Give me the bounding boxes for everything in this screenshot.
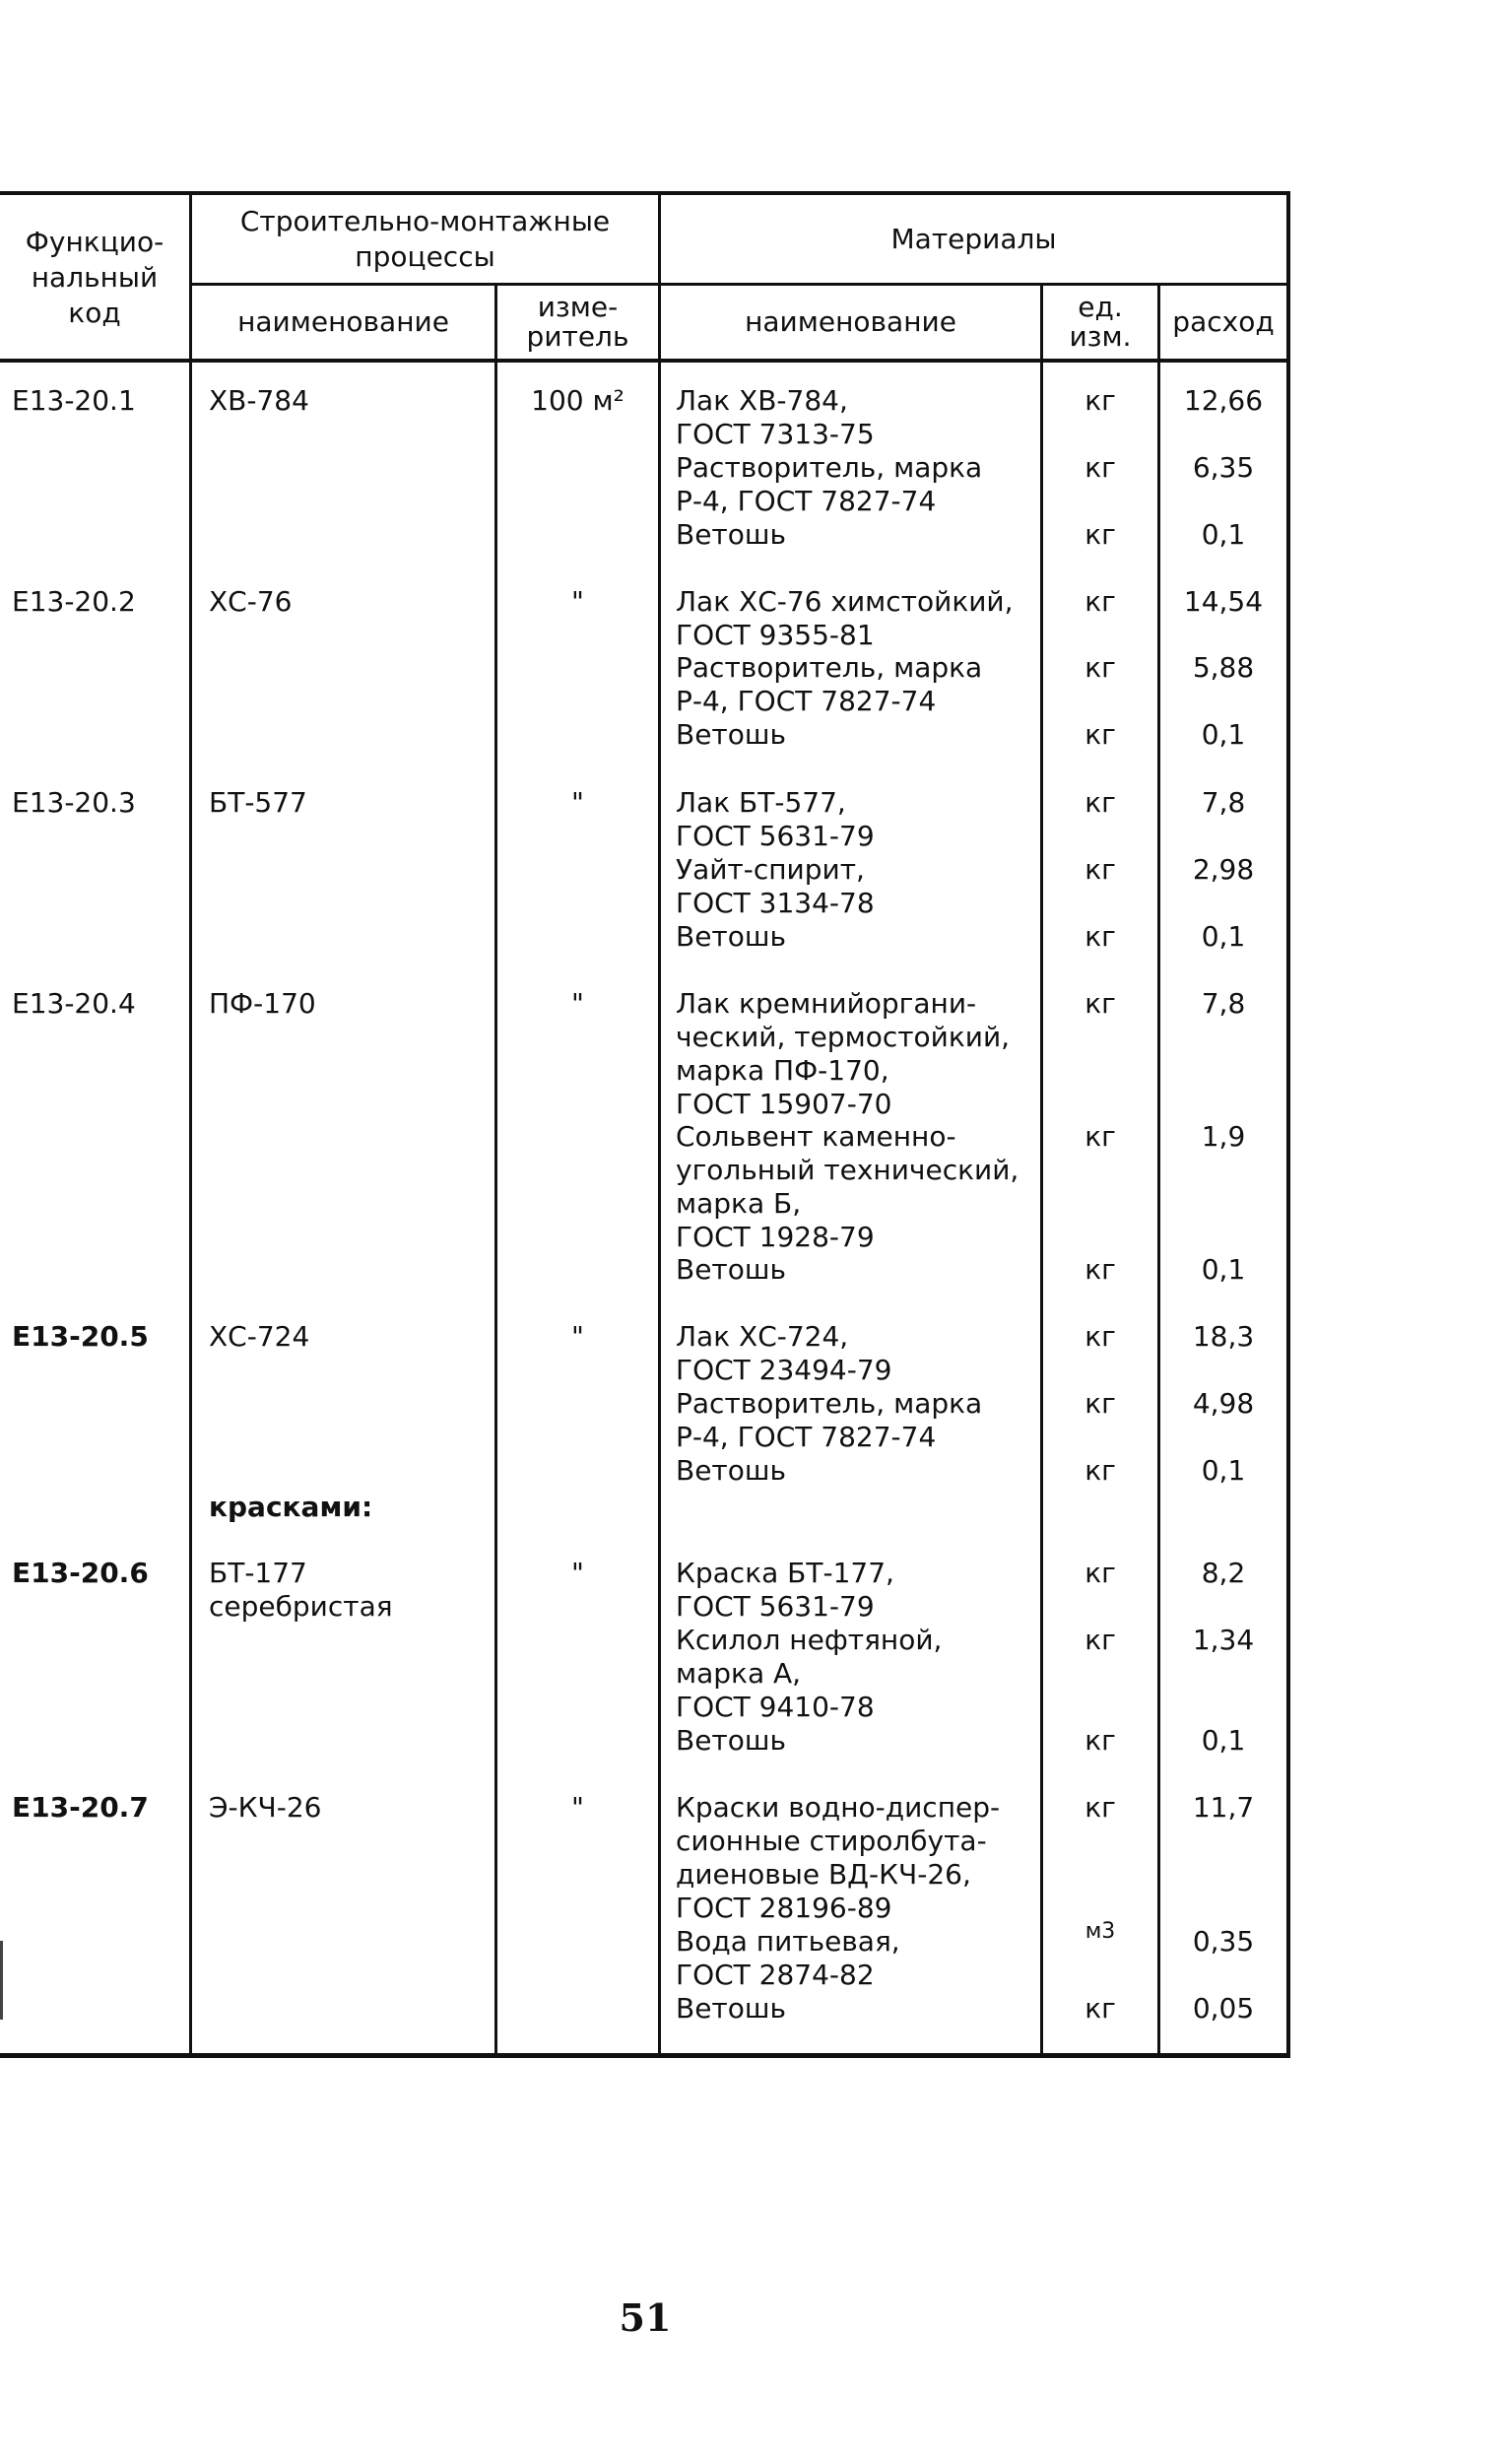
material-unit: кг (1085, 651, 1116, 684)
material-name: Лак ХС-76 химстойкий, ГОСТ 9355-81 (676, 585, 1014, 651)
material-rate: 11,7 (1192, 1791, 1255, 1824)
header-mat-rate: расход (1172, 305, 1275, 338)
material-rate: 1,9 (1201, 1120, 1246, 1153)
material-rate: 0,1 (1201, 1454, 1246, 1487)
material-name: Растворитель, марка Р-4, ГОСТ 7827-74 (676, 1387, 983, 1453)
material-unit: кг (1085, 518, 1116, 551)
material-rate: 14,54 (1183, 585, 1264, 618)
section-heading: красками: (209, 1491, 373, 1523)
material-name: Вода питьевая, ГОСТ 2874-82 (676, 1925, 900, 1991)
material-rate: 0,1 (1201, 518, 1246, 551)
row-code: E13-20.4 (12, 987, 136, 1020)
material-rate: 7,8 (1201, 786, 1246, 819)
material-rate: 5,88 (1192, 651, 1255, 684)
header-materials: Материалы (890, 222, 1057, 255)
margin-mark (0, 1941, 3, 2020)
row-process: Э-КЧ-26 (209, 1791, 322, 1824)
row-code: E13-20.2 (12, 585, 136, 618)
row-meter: " (571, 987, 584, 1020)
material-name: Ветошь (676, 1992, 786, 2025)
material-name: Ветошь (676, 920, 786, 953)
row-meter: " (571, 1320, 584, 1353)
row-meter: 100 м² (531, 384, 625, 417)
row-meter: " (571, 786, 584, 819)
material-unit: кг (1085, 1992, 1116, 2025)
material-name: Растворитель, марка Р-4, ГОСТ 7827-74 (676, 651, 983, 717)
table-bottom-border (0, 2053, 1290, 2058)
material-rate: 2,98 (1192, 853, 1255, 886)
material-name: Краска БТ-177, ГОСТ 5631-79 (676, 1557, 894, 1623)
row-code: E13-20.3 (12, 786, 136, 819)
material-name: Краски водно-диспер- сионные стиролбута- диеновые ВД-КЧ-26, ГОСТ 28196-89 (676, 1791, 1001, 1924)
row-code: E13-20.1 (12, 384, 136, 417)
material-rate: 0,35 (1192, 1925, 1255, 1958)
material-name: Лак БТ-577, ГОСТ 5631-79 (676, 786, 875, 852)
table-right-border (1286, 191, 1290, 2058)
row-process: ПФ-170 (209, 987, 316, 1020)
material-name: Лак ХВ-784, ГОСТ 7313-75 (676, 384, 875, 450)
material-name: Лак ХС-724, ГОСТ 23494-79 (676, 1320, 892, 1386)
material-unit: кг (1085, 786, 1116, 819)
row-meter: " (571, 1791, 584, 1824)
material-unit: кг (1085, 1387, 1116, 1420)
material-name: Сольвент каменно- угольный технический, марка Б, ГОСТ 1928-79 (676, 1120, 1019, 1253)
material-unit: кг (1085, 1724, 1116, 1757)
material-rate: 0,1 (1201, 920, 1246, 953)
material-unit: кг (1085, 920, 1116, 953)
material-unit: кг (1085, 853, 1116, 886)
row-code: E13-20.5 (12, 1320, 149, 1353)
row-process: ХС-76 (209, 585, 293, 618)
material-unit: кг (1085, 1624, 1116, 1656)
material-unit: кг (1085, 451, 1116, 484)
material-name: Лак кремнийоргани- ческий, термостойкий, марка ПФ-170, ГОСТ 15907-70 (676, 987, 1011, 1120)
material-rate: 0,1 (1201, 718, 1246, 751)
row-process: БТ-577 (209, 786, 307, 819)
materials-table (0, 191, 1290, 2059)
material-rate: 6,35 (1192, 451, 1255, 484)
header-mat-name: наименование (745, 305, 956, 338)
material-unit: кг (1085, 1320, 1116, 1353)
header-proc-name: наименование (237, 305, 449, 338)
row-process: ХВ-784 (209, 384, 309, 417)
material-name: Ксилол нефтяной, марка А, ГОСТ 9410-78 (676, 1624, 943, 1723)
material-name: Ветошь (676, 518, 786, 551)
material-unit: кг (1085, 585, 1116, 618)
header-mat-unit: ед. изм. (1069, 291, 1132, 353)
material-unit: кг (1085, 1120, 1116, 1153)
material-rate: 0,05 (1192, 1992, 1255, 2025)
material-rate: 7,8 (1201, 987, 1246, 1020)
material-unit: м3 (1085, 1919, 1116, 1944)
col-divider-code (189, 191, 192, 2058)
material-name: Ветошь (676, 1253, 786, 1286)
material-name: Ветошь (676, 718, 786, 751)
material-unit: кг (1085, 987, 1116, 1020)
material-unit: кг (1085, 384, 1116, 417)
page-number: 51 (619, 2295, 672, 2340)
header-func-code: Функцио- нальный код (25, 226, 164, 329)
material-rate: 8,2 (1201, 1557, 1246, 1589)
col-divider-processes (658, 191, 661, 2058)
material-unit: кг (1085, 1454, 1116, 1487)
row-meter: " (571, 1557, 584, 1589)
material-unit: кг (1085, 1253, 1116, 1286)
material-rate: 4,98 (1192, 1387, 1255, 1420)
row-code: E13-20.7 (12, 1791, 149, 1824)
row-code: E13-20.6 (12, 1557, 149, 1589)
material-unit: кг (1085, 1791, 1116, 1824)
material-name: Ветошь (676, 1724, 786, 1757)
material-unit: кг (1085, 718, 1116, 751)
material-rate: 12,66 (1183, 384, 1264, 417)
material-rate: 0,1 (1201, 1724, 1246, 1757)
material-rate: 0,1 (1201, 1253, 1246, 1286)
header-bottom-rule (0, 359, 1290, 363)
material-rate: 18,3 (1192, 1320, 1255, 1353)
row-process: БТ-177 серебристая (209, 1557, 393, 1623)
material-unit: кг (1085, 1557, 1116, 1589)
material-name: Ветошь (676, 1454, 786, 1487)
material-rate: 1,34 (1192, 1624, 1255, 1656)
row-meter: " (571, 585, 584, 618)
material-name: Растворитель, марка Р-4, ГОСТ 7827-74 (676, 451, 983, 517)
material-name: Уайт-спирит, ГОСТ 3134-78 (676, 853, 875, 919)
row-process: ХС-724 (209, 1320, 310, 1353)
header-processes: Строительно-монтажные процессы (239, 204, 611, 273)
header-proc-unit: изме- ритель (526, 291, 629, 353)
